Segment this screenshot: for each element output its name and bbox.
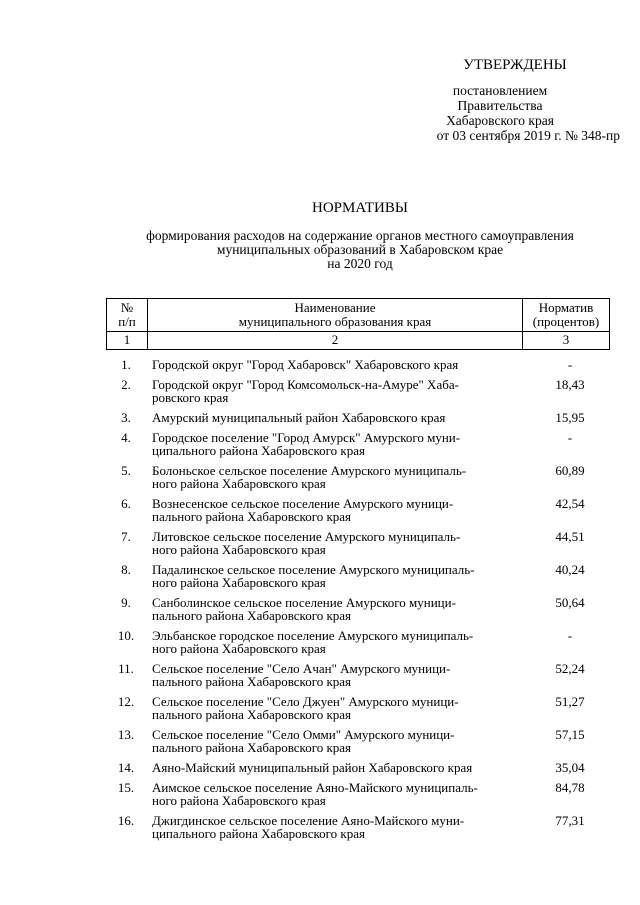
- table-row: [106, 662, 610, 688]
- table-row: [106, 464, 610, 490]
- municipality-name: [152, 530, 512, 556]
- row-number: 5.: [121, 463, 131, 478]
- municipality-name-line: пального района Хабаровского края: [152, 740, 352, 755]
- municipality-name: [152, 497, 512, 523]
- table-row: [106, 563, 610, 589]
- column-number-cell: 1: [107, 332, 148, 350]
- row-number: 13.: [117, 727, 135, 742]
- document-subtitle-line: муниципальных образований в Хабаровском крае: [216, 242, 504, 257]
- table-header: [106, 298, 610, 350]
- table-row: [106, 781, 610, 807]
- row-number: 7.: [121, 529, 131, 544]
- norm-value: -: [567, 628, 573, 643]
- header-text: №: [120, 300, 134, 315]
- municipality-name-line: Сельское поселение "Село Омми" Амурского муници-: [152, 727, 455, 742]
- row-number: 8.: [121, 562, 131, 577]
- approval-line: Правительства: [457, 98, 543, 113]
- table-row: [106, 497, 610, 523]
- row-number: 4.: [121, 430, 131, 445]
- municipality-name-line: пального района Хабаровского края: [152, 509, 352, 524]
- column-number-cell: 2: [148, 332, 523, 350]
- municipality-name: [152, 695, 512, 721]
- norm-value: 18,43: [555, 377, 585, 392]
- municipality-name-line: Литовское сельское поселение Амурского муниципаль-: [152, 529, 461, 544]
- row-number: 11.: [118, 661, 134, 676]
- norm-value: 52,24: [555, 661, 585, 676]
- table-row: [106, 761, 610, 774]
- table-row: [106, 728, 610, 754]
- norm-value: 50,64: [555, 595, 585, 610]
- norm-value: 42,54: [555, 496, 585, 511]
- municipality-name-line: пального района Хабаровского края: [152, 707, 352, 722]
- norm-value: 15,95: [555, 410, 585, 425]
- row-number: 12.: [117, 694, 135, 709]
- row-number: 1.: [121, 357, 131, 372]
- norm-value: 77,31: [555, 813, 585, 828]
- municipality-name-line: Падалинское сельское поселение Амурского муниципаль-: [152, 562, 475, 577]
- row-number: 15.: [117, 780, 135, 795]
- municipality-name-line: Болоньское сельское поселение Амурского муниципаль-: [152, 463, 467, 478]
- table-row: [106, 629, 610, 655]
- municipality-name-line: ного района Хабаровского края: [152, 476, 326, 491]
- municipality-name: [152, 411, 512, 424]
- municipality-name-line: ровского края: [152, 390, 229, 405]
- municipality-name-line: ципального района Хабаровского края: [152, 443, 365, 458]
- norm-value: 40,24: [555, 562, 585, 577]
- municipality-name-line: Эльбанское городское поселение Амурского муниципаль-: [152, 628, 474, 643]
- table-row: [106, 530, 610, 556]
- municipality-name: [152, 596, 512, 622]
- municipality-name: [152, 629, 512, 655]
- row-number: 3.: [121, 410, 131, 425]
- municipality-name-line: ного района Хабаровского края: [152, 793, 326, 808]
- municipality-name: [152, 464, 512, 490]
- document-subtitle-line: на 2020 год: [327, 256, 393, 271]
- approval-line: Хабаровского края: [446, 113, 554, 128]
- municipality-name-line: ного района Хабаровского края: [152, 575, 326, 590]
- header-text: п/п: [118, 314, 136, 329]
- municipality-name-line: пального района Хабаровского края: [152, 608, 352, 623]
- municipality-name: [152, 781, 512, 807]
- row-number: 9.: [121, 595, 131, 610]
- municipality-name-line: Джигдинское сельское поселение Аяно-Майского муни-: [152, 813, 465, 828]
- norm-value: 57,15: [555, 727, 585, 742]
- municipality-name: [152, 563, 512, 589]
- header-text: Норматив: [538, 300, 594, 315]
- table-row: [106, 814, 610, 840]
- municipality-name: [152, 761, 512, 774]
- document-title-block: [90, 200, 630, 271]
- municipality-name-line: Городской округ "Город Комсомольск-на-Амуре" Хаба-: [152, 377, 459, 392]
- row-number: 6.: [121, 496, 131, 511]
- municipality-name-line: Городской округ "Город Хабаровск" Хабаровского края: [152, 357, 459, 372]
- norm-value: 84,78: [555, 780, 585, 795]
- municipality-name: [152, 431, 512, 457]
- municipality-name-line: ципального района Хабаровского края: [152, 826, 365, 841]
- approval-heading: УТВЕРЖДЕНЫ: [463, 57, 567, 73]
- municipality-name: [152, 358, 512, 371]
- norm-value: 35,04: [555, 760, 585, 775]
- norm-value: -: [567, 430, 573, 445]
- table-row: [106, 358, 610, 371]
- table-row: [106, 596, 610, 622]
- row-number: 14.: [117, 760, 135, 775]
- document-title: НОРМАТИВЫ: [312, 200, 408, 216]
- municipality-name: [152, 728, 512, 754]
- approval-block: [380, 58, 620, 143]
- municipality-name: [152, 662, 512, 688]
- municipality-name: [152, 378, 512, 404]
- header-cell-name: [148, 299, 523, 332]
- row-number: 16.: [117, 813, 135, 828]
- column-number-cell: 3: [523, 332, 610, 350]
- municipality-name-line: Вознесенское сельское поселение Амурского муници-: [152, 496, 454, 511]
- norm-value: 44,51: [555, 529, 585, 544]
- municipality-name-line: пального района Хабаровского края: [152, 674, 352, 689]
- municipality-name-line: Сельское поселение "Село Ачан" Амурского муници-: [152, 661, 451, 676]
- municipality-name-line: Аяно-Майский муниципальный район Хабаровского края: [152, 760, 473, 775]
- table-row: [106, 378, 610, 404]
- header-cell-norm: [523, 299, 610, 332]
- municipality-name: [152, 814, 512, 840]
- header-cell-num: [107, 299, 148, 332]
- municipality-name-line: Аимское сельское поселение Аяно-Майского муниципаль-: [152, 780, 478, 795]
- municipality-name-line: ного района Хабаровского края: [152, 542, 326, 557]
- row-number: 2.: [121, 377, 131, 392]
- norm-value: -: [567, 357, 573, 372]
- table-row: [106, 411, 610, 424]
- municipality-name-line: Амурский муниципальный район Хабаровского края: [152, 410, 446, 425]
- municipality-name-line: ного района Хабаровского края: [152, 641, 326, 656]
- table-row: [106, 431, 610, 457]
- row-number: 10.: [117, 628, 135, 643]
- header-text: муниципального образования края: [238, 314, 432, 329]
- municipality-name-line: Санболинское сельское поселение Амурского муници-: [152, 595, 456, 610]
- norm-value: 51,27: [555, 694, 585, 709]
- document-subtitle-line: формирования расходов на содержание органов местного самоуправления: [146, 228, 574, 243]
- header-table: [106, 298, 610, 350]
- table-row: [106, 695, 610, 721]
- norm-value: 60,89: [555, 463, 585, 478]
- municipality-name-line: Сельское поселение "Село Джуен" Амурского муници-: [152, 694, 459, 709]
- approval-date-line: от 03 сентября 2019 г. № 348-пр: [436, 128, 620, 143]
- municipality-name-line: Городское поселение "Город Амурск" Амурского муни-: [152, 430, 461, 445]
- approval-line: постановлением: [452, 83, 548, 98]
- header-text: Наименование: [294, 300, 376, 315]
- header-text: (процентов): [532, 314, 600, 329]
